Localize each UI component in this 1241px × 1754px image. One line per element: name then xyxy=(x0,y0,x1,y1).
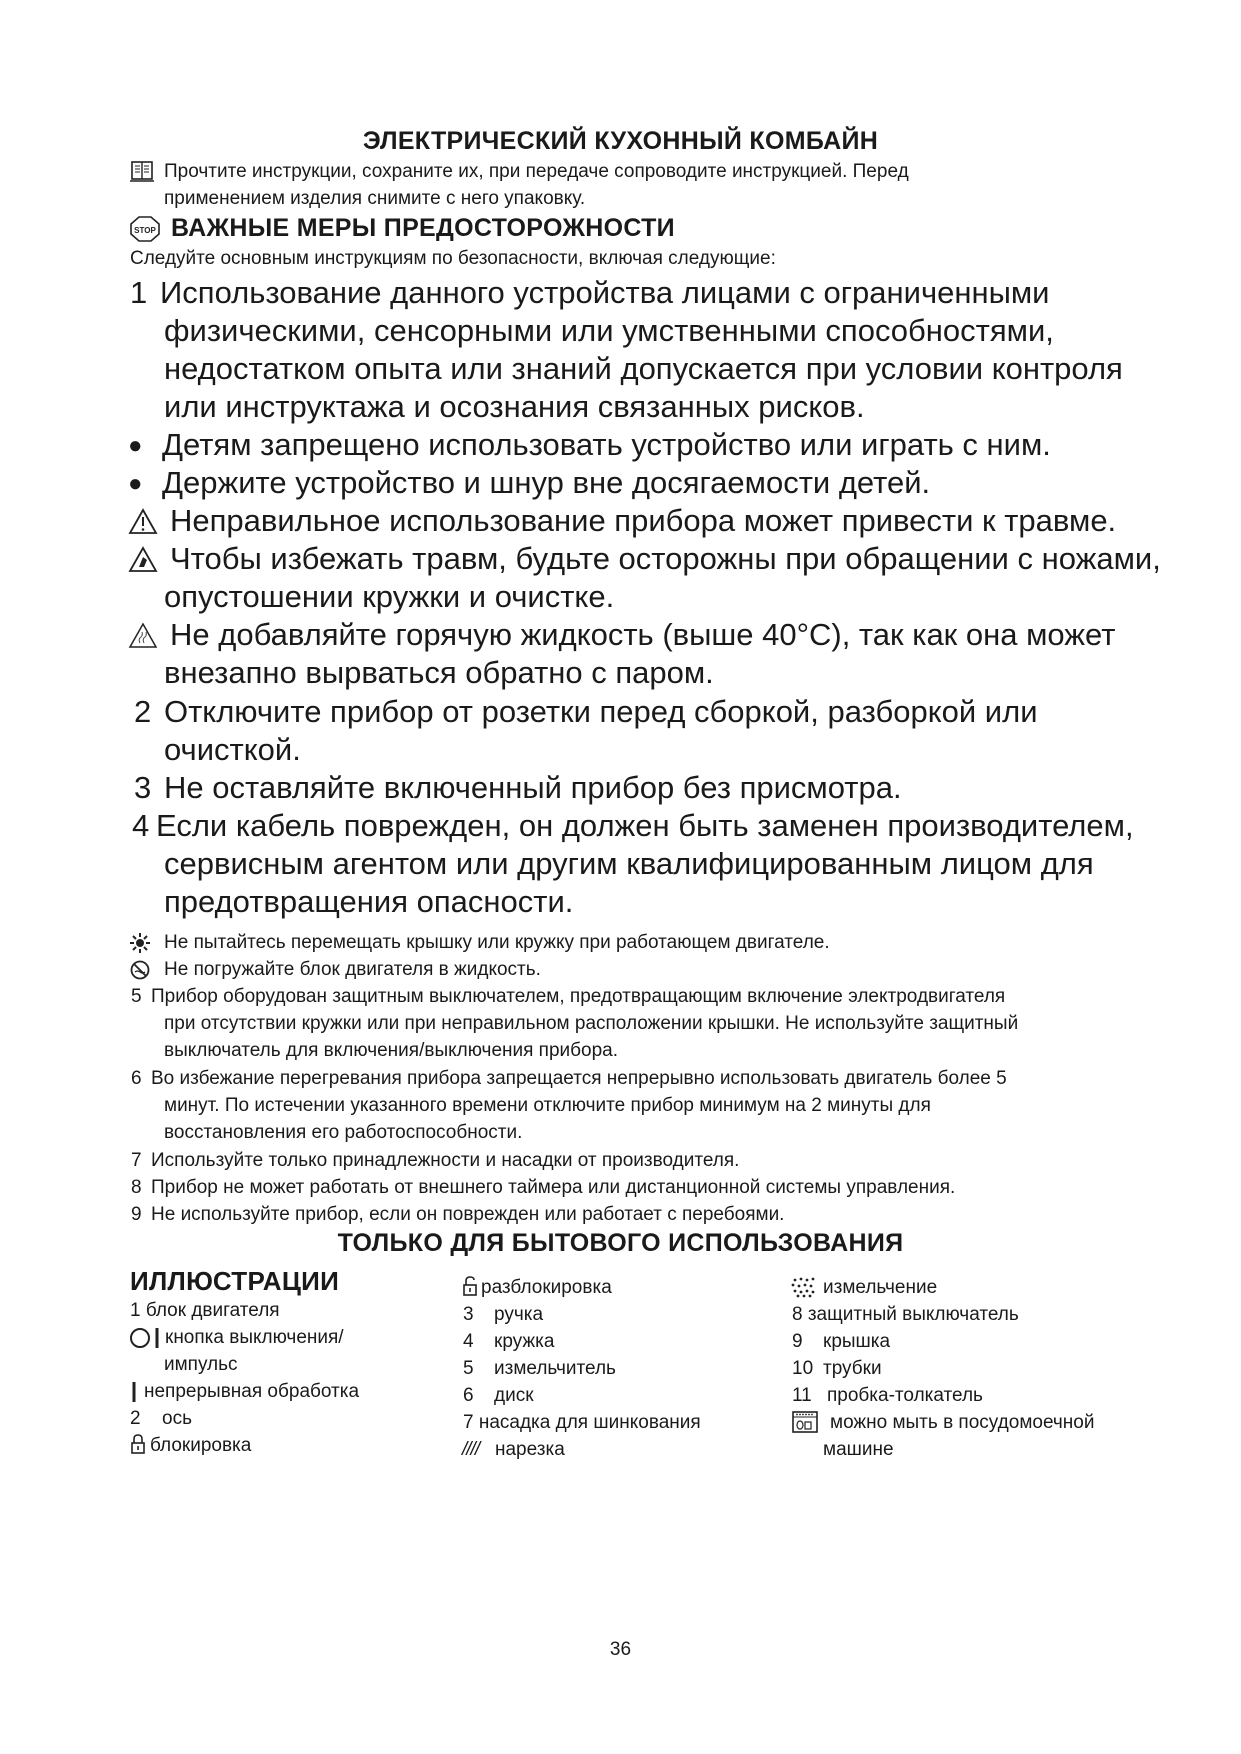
big-item-reach-line: Держите устройство и шнур вне досягаемости детей. xyxy=(162,465,931,500)
col2-handle-num: 3 xyxy=(463,1304,474,1325)
unlock-icon xyxy=(462,1275,478,1297)
col2-chopper: измельчитель xyxy=(494,1358,616,1379)
big-item-hot-line-1: Не добавляйте горячую жидкость (выше 40°C), так как она может xyxy=(170,617,1116,652)
big-item-4-line-2: сервисным агентом или другим квалифицированным лицом для xyxy=(164,846,1094,881)
big-item-2-line-2: очисткой. xyxy=(164,732,301,767)
small-item-motion: Не пытайтесь перемещать крышку или кружку при работающем двигателе. xyxy=(164,932,830,953)
safety-intro: Следуйте основным инструкциям по безопасности, включая следующие: xyxy=(130,248,776,269)
col1-off-pulse-line-1: кнопка выключения/ xyxy=(165,1327,344,1348)
blade-warning-icon xyxy=(128,546,158,573)
small-item-6-line-1: Во избежание перегревания прибора запрещается непрерывно использовать двигатель более 5 xyxy=(151,1068,1007,1089)
col1-lock: блокировка xyxy=(150,1435,252,1456)
col1-axis: ось xyxy=(162,1408,192,1429)
small-item-9-line-1: Не используйте прибор, если он поврежден или работает с перебоями. xyxy=(151,1204,785,1225)
big-item-3-marker: 3 xyxy=(134,770,152,805)
small-item-8-marker: 8 xyxy=(131,1177,142,1198)
small-item-6-line-2: минут. По истечении указанного времени отключите прибор минимум на 2 минуты для xyxy=(164,1095,931,1116)
col2-disc: диск xyxy=(494,1385,534,1406)
col3-pusher: пробка-толкатель xyxy=(827,1385,983,1406)
bullet-marker: ● xyxy=(128,432,143,459)
small-item-5-line-1: Прибор оборудован защитным выключателем, предотвращающим включение электродвигателя xyxy=(151,986,1006,1007)
big-item-1-line-1: Использование данного устройства лицами с ограниченными xyxy=(160,275,1050,310)
big-item-3-line-1: Не оставляйте включенный прибор без присмотра. xyxy=(164,770,902,805)
col1-axis-num: 2 xyxy=(130,1408,141,1429)
hot-warning-icon xyxy=(128,622,158,649)
grinding-icon xyxy=(790,1276,816,1298)
stop-icon xyxy=(130,216,160,242)
page-title: ЭЛЕКТРИЧЕСКИЙ КУХОННЫЙ КОМБАЙН xyxy=(362,127,879,155)
col3-dishwasher-line-1: можно мыть в посудомоечной xyxy=(830,1412,1095,1433)
small-item-6-line-3: восстановления его работоспособности. xyxy=(164,1122,523,1143)
safety-heading: ВАЖНЫЕ МЕРЫ ПРЕДОСТОРОЖНОСТИ xyxy=(171,214,675,242)
col3-tubes-num: 10 xyxy=(792,1358,814,1379)
big-item-blade-line-1: Чтобы избежать травм, будьте осторожны при обращении с ножами, xyxy=(170,541,1161,576)
col2-unlock: разблокировка xyxy=(481,1277,612,1298)
small-item-5-line-3: выключатель для включения/выключения прибора. xyxy=(164,1040,619,1061)
col2-mug-num: 4 xyxy=(463,1331,474,1352)
warning-icon xyxy=(128,508,158,535)
big-item-hot-line-2: внезапно вырваться обратно с паром. xyxy=(164,655,714,690)
stop-icon-text: STOP xyxy=(134,226,156,235)
small-item-6-marker: 6 xyxy=(131,1068,142,1089)
no-immerse-icon xyxy=(130,960,150,980)
col1-continuous: непрерывная обработка xyxy=(144,1381,360,1402)
col3-grinding: измельчение xyxy=(823,1277,938,1298)
big-item-1-line-2: физическими, сенсорными или умственными способностями, xyxy=(164,313,1054,348)
col2-chopper-num: 5 xyxy=(463,1358,474,1379)
read-note-line-2: применением изделия снимите с него упаковку. xyxy=(164,188,586,209)
bullet-marker: ● xyxy=(128,470,143,497)
col3-tubes: трубки xyxy=(823,1358,882,1379)
small-item-5-marker: 5 xyxy=(131,986,142,1007)
small-item-8-line-1: Прибор не может работать от внешнего таймера или дистанционной системы управления. xyxy=(151,1177,956,1198)
big-item-1-marker: 1 xyxy=(130,275,148,310)
col2-mug: кружка xyxy=(494,1331,555,1352)
page-number: 36 xyxy=(609,1639,632,1660)
small-item-no-immerse: Не погружайте блок двигателя в жидкость. xyxy=(164,959,541,980)
motion-icon xyxy=(130,933,150,953)
off-pulse-icon xyxy=(129,1327,163,1349)
big-item-4-line-3: предотвращения опасности. xyxy=(164,884,574,919)
big-item-blade-line-2: опустошении кружки и очистке. xyxy=(164,579,615,614)
big-item-4-marker: 4 xyxy=(132,808,150,843)
big-item-1-line-3: недостатком опыта или знаний допускается при условии контроля xyxy=(164,351,1123,386)
big-item-children-line: Детям запрещено использовать устройство или играть с ним. xyxy=(162,427,1051,462)
small-item-9-marker: 9 xyxy=(131,1204,142,1225)
big-item-4-line-1: Если кабель поврежден, он должен быть заменен производителем, xyxy=(156,808,1134,843)
small-item-5-line-2: при отсутствии кружки или при неправильном расположении крышки. Не используйте защитный xyxy=(164,1013,1019,1034)
book-icon xyxy=(129,160,155,182)
col1-off-pulse-line-2: импульс xyxy=(164,1354,238,1375)
col2-disc-num: 6 xyxy=(463,1385,474,1406)
col3-dishwasher-line-2: машине xyxy=(823,1439,894,1460)
col2-shredder: 7 насадка для шинкования xyxy=(463,1412,701,1433)
col1-motor-unit: 1 блок двигателя xyxy=(130,1300,280,1321)
big-item-1-line-4: или инструктажа и осознания связанных рисков. xyxy=(164,389,865,424)
slicing-icon: //// xyxy=(462,1439,480,1460)
small-item-7-line-1: Используйте только принадлежности и насадки от производителя. xyxy=(151,1150,740,1171)
col3-safety-switch: 8 защитный выключатель xyxy=(792,1304,1019,1325)
col3-pusher-num: 11 xyxy=(792,1385,812,1406)
col3-lid: крышка xyxy=(823,1331,891,1352)
big-item-misuse-line: Неправильное использование прибора может привести к травме. xyxy=(170,503,1117,538)
lock-icon xyxy=(130,1433,146,1455)
big-item-2-marker: 2 xyxy=(134,694,152,729)
illustrations-heading: ИЛЛЮСТРАЦИИ xyxy=(130,1266,340,1296)
dishwasher-icon xyxy=(792,1411,818,1433)
household-heading: ТОЛЬКО ДЛЯ БЫТОВОГО ИСПОЛЬЗОВАНИЯ xyxy=(337,1229,904,1257)
continuous-icon xyxy=(130,1381,138,1403)
read-note-line-1: Прочтите инструкции, сохраните их, при передаче сопроводите инструкцией. Перед xyxy=(164,161,909,182)
col3-lid-num: 9 xyxy=(792,1331,803,1352)
col2-slicing: нарезка xyxy=(495,1439,565,1460)
big-item-2-line-1: Отключите прибор от розетки перед сборкой, разборкой или xyxy=(164,694,1038,729)
col2-handle: ручка xyxy=(494,1304,544,1325)
small-item-7-marker: 7 xyxy=(131,1150,142,1171)
